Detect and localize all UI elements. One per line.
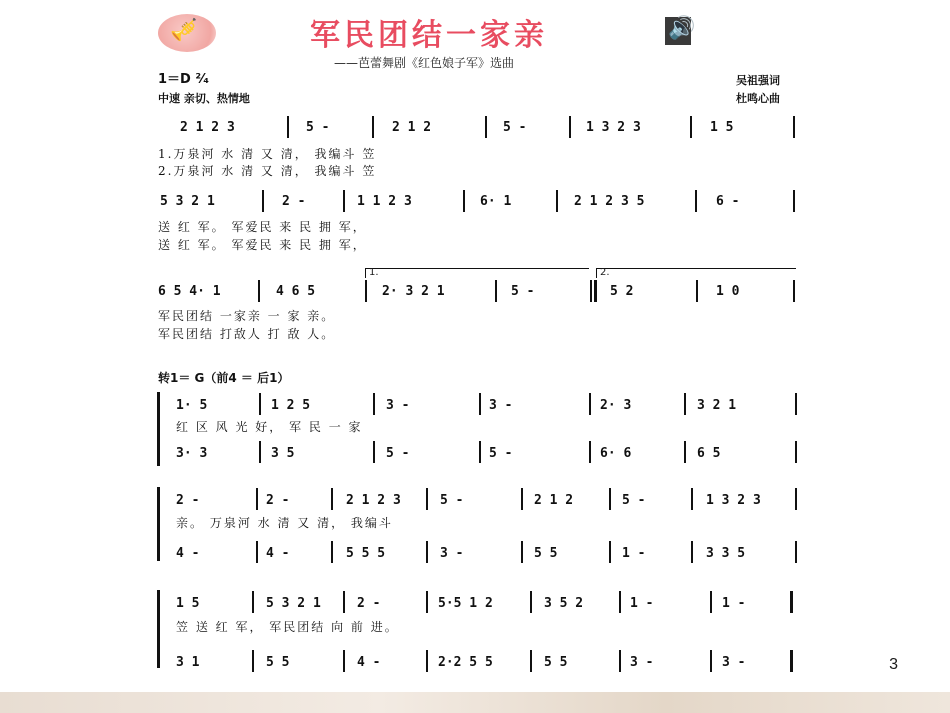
note-group: 6 5 <box>697 446 721 461</box>
note-group: 5 - <box>622 493 646 508</box>
note-group: 2 - <box>282 194 306 209</box>
note-group: 1 3 2 3 <box>586 120 641 135</box>
lyric-line: 2.万泉河 水 清 又 清， 我编斗 笠 <box>158 164 377 178</box>
note-group: 6· 6 <box>600 446 632 461</box>
note-group: 2· 3 <box>600 398 632 413</box>
decorative-floor-strip <box>0 692 950 713</box>
note-group: 3 1 <box>176 655 200 670</box>
lyric-line: 1.万泉河 水 清 又 清， 我编斗 笠 <box>158 147 377 161</box>
note-group: 1· 5 <box>176 398 208 413</box>
modulation-marking: 转1＝ G（前4 ＝ 后1） <box>158 371 290 385</box>
note-group: 2 1 2 <box>534 493 574 508</box>
note-group: 3 5 <box>271 446 295 461</box>
note-group: 1 5 <box>710 120 734 135</box>
note-group: 5 - <box>440 493 464 508</box>
lyric-line: 送 红 军。 军爱民 来 民 拥 军， <box>158 238 367 252</box>
note-group: 6 - <box>716 194 740 209</box>
lyric-line: 红 区 风 光 好， 军 民 一 家 <box>176 420 363 434</box>
lyric-line: 笠 送 红 军， 军民团结 向 前 进。 <box>176 620 399 634</box>
note-group: 2 - <box>357 596 381 611</box>
note-group: 6 5 4· 1 <box>158 284 221 299</box>
page-title: 军民团结一家亲 <box>310 18 548 53</box>
note-group: 2 1 2 3 5 <box>574 194 645 209</box>
note-group: 2 1 2 3 <box>180 120 235 135</box>
note-group: 5·5 1 2 <box>438 596 493 611</box>
note-group: 5 - <box>503 120 527 135</box>
note-group: 2 1 2 <box>392 120 432 135</box>
note-group: 3 - <box>489 398 513 413</box>
note-group: 2 - <box>176 493 200 508</box>
lyricist: 吴祖强词 <box>736 74 780 87</box>
note-group: 1 - <box>622 546 646 561</box>
note-group: 6· 1 <box>480 194 512 209</box>
note-group: 5 2 <box>610 284 634 299</box>
note-group: 5 - <box>306 120 330 135</box>
note-group: 3· 3 <box>176 446 208 461</box>
note-group: 4 6 5 <box>276 284 316 299</box>
note-group: 4 - <box>176 546 200 561</box>
note-group: 5 5 <box>544 655 568 670</box>
note-group: 4 - <box>357 655 381 670</box>
note-group: 4 - <box>266 546 290 561</box>
note-group: 2·2 5 5 <box>438 655 493 670</box>
note-group: 3 5 2 <box>544 596 584 611</box>
lyric-line: 亲。 万泉河 水 清 又 清， 我编斗 <box>176 516 393 530</box>
tempo-marking: 中速 亲切、热情地 <box>158 92 250 105</box>
note-group: 3 - <box>630 655 654 670</box>
note-group: 3 2 1 <box>697 398 737 413</box>
note-group: 5 3 2 1 <box>266 596 321 611</box>
lyric-line: 军民团结 一家亲 一 家 亲。 <box>158 309 336 323</box>
note-group: 2 - <box>266 493 290 508</box>
note-group: 1 3 2 3 <box>706 493 761 508</box>
composer: 杜鸣心曲 <box>736 92 780 105</box>
note-group: 1 - <box>722 596 746 611</box>
note-group: 5 5 5 <box>346 546 386 561</box>
note-group: 3 - <box>440 546 464 561</box>
note-group: 5 5 <box>534 546 558 561</box>
note-group: 2· 3 2 1 <box>382 284 445 299</box>
speaker-icon[interactable]: 🔊 <box>668 16 696 41</box>
note-group: 3 3 5 <box>706 546 746 561</box>
note-group: 3 - <box>386 398 410 413</box>
note-group: 3 - <box>722 655 746 670</box>
note-group: 1 1 2 3 <box>357 194 412 209</box>
note-group: 5 - <box>489 446 513 461</box>
subtitle: ——芭蕾舞剧《红色娘子军》选曲 <box>334 56 515 70</box>
lyric-line: 送 红 军。 军爱民 来 民 拥 军， <box>158 220 367 234</box>
trumpet-logo-icon: 🎺 <box>170 18 198 43</box>
note-group: 1 0 <box>716 284 740 299</box>
volta-1: 1. <box>369 267 379 278</box>
note-group: 1 - <box>630 596 654 611</box>
note-group: 5 - <box>386 446 410 461</box>
note-group: 1 5 <box>176 596 200 611</box>
note-group: 5 5 <box>266 655 290 670</box>
key-signature: 1＝D ²⁄₄ <box>158 72 209 87</box>
page-number: 3 <box>889 656 898 673</box>
note-group: 5 3 2 1 <box>160 194 215 209</box>
lyric-line: 军民团结 打敌人 打 敌 人。 <box>158 327 336 341</box>
note-group: 1 2 5 <box>271 398 311 413</box>
note-group: 5 - <box>511 284 535 299</box>
volta-2: 2. <box>600 267 610 278</box>
note-group: 2 1 2 3 <box>346 493 401 508</box>
